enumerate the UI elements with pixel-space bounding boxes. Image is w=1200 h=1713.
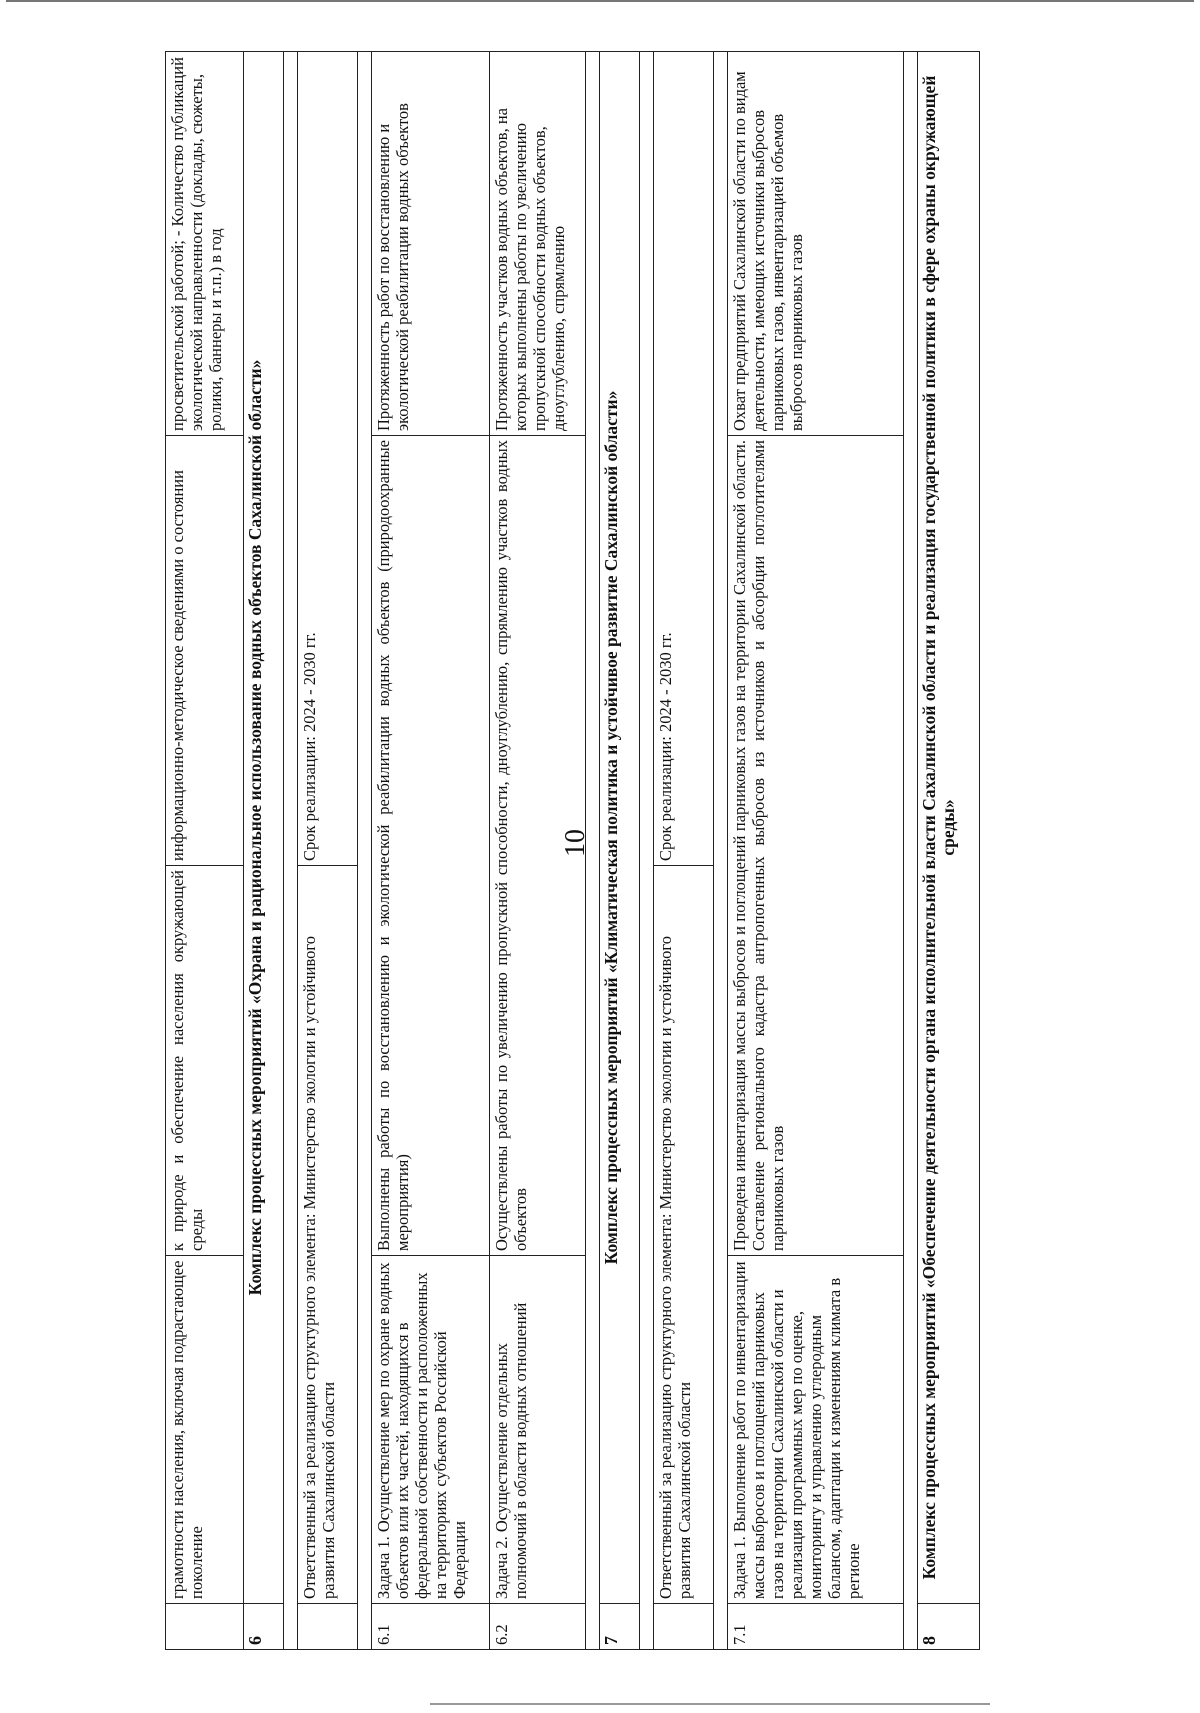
section-title: Комплекс процессных мероприятий «Обеспечение деятельности органа исполнительной власти Сахалинской области и реализация государственной политики в сфере охраны окружающей среды» [918,52,980,1604]
row-separator [284,52,298,1650]
responsible-cell: Ответственный за реализацию структурного элемента: Министерство экологии и устойчивого развития Сахалинской области [654,866,714,1604]
scan-edge-line-bottom [430,1703,990,1705]
row-separator [586,52,600,1650]
indicator-cell: Охват предприятий Сахалинской области по видам деятельности, имеющих источники выбросов парниковых газов, инвентаризацией объемов выбросов парниковых газов [728,52,904,436]
responsible-cell: Ответственный за реализацию структурного элемента: Министерство экологии и устойчивого развития Сахалинской области [298,866,358,1604]
responsible-row [654,52,714,1650]
table-row-continuation [166,52,244,1650]
section-number: 7 [600,1604,640,1650]
task-cell: Задача 1. Осуществление мер по охране водных объектов или их частей, находящихся в федеральной собственности и расположенных на территориях субъектов Российской Федерации [372,1256,490,1604]
result-cell: информационно-методическое сведениями о состоянии [166,436,244,866]
activity-cell: к природе и обеспечение населения окружающей среды [166,866,244,1256]
result-cell: Проведена инвентаризация массы выбросов и поглощений парниковых газов на территории Сахалинской области. Составление регионального кадастра антропогенных выбросов из источников и абсорбции поглотителями парниковых газов [728,436,904,1256]
row-number [166,1604,244,1650]
section-header-row [600,52,640,1650]
table-row [490,52,586,1650]
section-header-row [918,52,980,1650]
row-number: 6.1 [372,1604,490,1650]
measures-table [165,51,980,1650]
row-separator [640,52,654,1650]
row-separator [358,52,372,1650]
scan-edge-line [6,0,1194,2]
row-number: 7.1 [728,1604,904,1650]
task-cell: Задача 1. Выполнение работ по инвентаризации массы выбросов и поглощений парниковых газов на территории Сахалинской области и реализация программных мер по оценке, мониторингу и управлению углеродным балансом, адаптации к изменениям климата в регионе [728,1256,904,1604]
indicator-cell: просветительской работой; - Количество публикаций экологической направленности (доклады, сюжеты, ролики, баннеры и т.п.) в год [166,52,244,436]
section-title: Комплекс процессных мероприятий «Охрана и рациональное использование водных объектов Сахалинской области» [244,52,284,1604]
rotated-table-page [165,52,1130,1650]
row-separator [904,52,918,1650]
page-number: 10 [560,829,591,857]
row-number [654,1604,714,1650]
section-number: 8 [918,1604,980,1650]
task-cell: Задача 2. Осуществление отдельных полномочий в области водных отношений [490,1256,586,1604]
indicator-cell: Протяженность участков водных объектов, на которых выполнены работы по увеличению пропускной способности водных объектов, дноуглублению, спрямлению [490,52,586,436]
indicator-cell: Протяженность работ по восстановлению и экологической реабилитации водных объектов [372,52,490,436]
term-cell: Срок реализации: 2024 - 2030 гг. [654,52,714,866]
section-header-row [244,52,284,1650]
result-cell: Выполнены работы по восстановлению и экологической реабилитации водных объектов (природоохранные мероприятия) [372,436,490,1256]
row-number [298,1604,358,1650]
term-cell: Срок реализации: 2024 - 2030 гг. [298,52,358,866]
table-row [728,52,904,1650]
table-row [372,52,490,1650]
responsible-row [298,52,358,1650]
section-title: Комплекс процессных мероприятий «Климатическая политика и устойчивое развитие Сахалинской области» [600,52,640,1604]
row-separator [714,52,728,1650]
section-number: 6 [244,1604,284,1650]
result-cell: Осуществлены работы по увеличению пропускной способности, дноуглублению, спрямлению участков водных объектов [490,436,586,1256]
row-number: 6.2 [490,1604,586,1650]
task-cell: грамотности населения, включая подрастающее поколение [166,1256,244,1604]
